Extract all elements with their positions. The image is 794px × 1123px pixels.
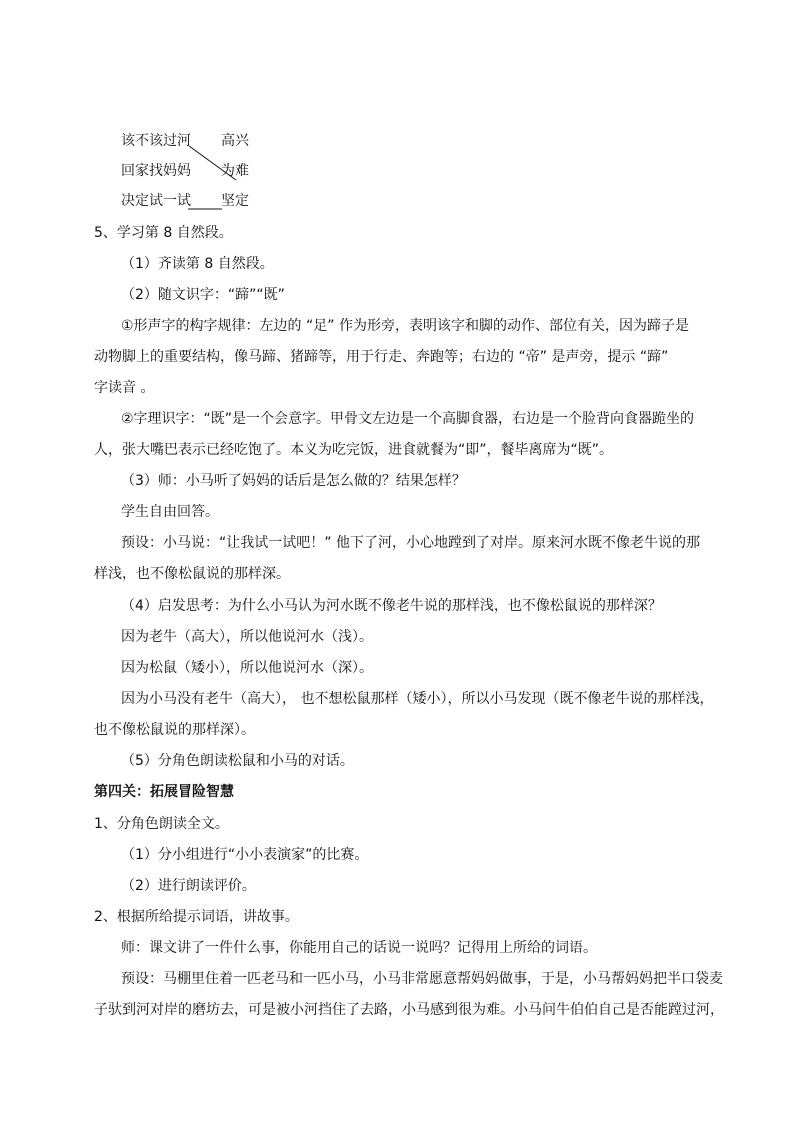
paragraph-line: ②字理识字：“既”是一个会意字。甲骨文左边是一个高脚食器，右边是一个脸背向食器跪坐的	[121, 411, 695, 427]
sub-step: （4）启发思考：为什么小马认为河水既不像老牛说的那样浅，也不像松鼠说的那样深？	[121, 598, 662, 614]
section-step: 1、分角色朗读全文。	[94, 816, 229, 832]
paragraph-line: 动物脚上的重要结构，像马蹄、猪蹄等，用于行走、奔跑等；右边的 “帝” 是声旁，提示 “蹄”	[94, 349, 669, 365]
match-right-item: 高兴	[221, 133, 249, 149]
paragraph-line: 人，张大嘴巴表示已经吃饱了。本义为吃完饭，进食就餐为“即”，餐毕离席为“既”。	[94, 442, 614, 458]
sub-step: （1）分小组进行“小小表演家”的比赛。	[121, 847, 369, 863]
paragraph-line: ①形声字的构字规律：左边的 “足” 作为形旁，表明该字和脚的动作、部位有关，因为蹄子是	[121, 318, 689, 334]
match-right-item: 坚定	[221, 193, 249, 209]
sub-step: （5）分角色朗读松鼠和小马的对话。	[121, 753, 354, 769]
match-right-item: 为难	[221, 163, 249, 179]
paragraph-line: 师：课文讲了一件什么事，你能用自己的话说一说吗？记得用上所给的词语。	[121, 940, 597, 956]
paragraph-line: 学生自由回答。	[121, 504, 219, 520]
section-heading: 第四关：拓展冒险智慧	[94, 784, 234, 800]
sub-step: （3）师：小马听了妈妈的话后是怎么做的？结果怎样？	[121, 473, 466, 489]
paragraph-line: 子驮到河对岸的磨坊去，可是被小河挡住了去路，小马感到很为难。小马问牛伯伯自己是否能蹚过河，	[94, 1002, 724, 1018]
section-step: 2、根据所给提示词语，讲故事。	[94, 909, 299, 925]
paragraph-line: 也不像松鼠说的那样深）。	[94, 722, 255, 738]
paragraph-line: 预设：小马说：“让我试一试吧！” 他下了河，小心地蹚到了对岸。原来河水既不像老牛说的那	[121, 535, 700, 551]
sub-step: （2）随文识字：“蹄”“既”	[121, 287, 285, 303]
match-left-item: 回家找妈妈	[121, 163, 191, 179]
paragraph-line: 因为松鼠（矮小），所以他说河水（深）。	[121, 660, 373, 676]
paragraph-line: 因为老牛（高大），所以他说河水（浅）。	[121, 629, 373, 645]
paragraph-line: 预设：马棚里住着一匹老马和一匹小马，小马非常愿意帮妈妈做事，于是，小马帮妈妈把半口袋麦	[121, 971, 723, 987]
match-left-item: 决定试一试	[121, 193, 191, 209]
section-step: 5、学习第 8 自然段。	[94, 225, 233, 241]
paragraph-line: 字读音 。	[94, 380, 155, 396]
paragraph-line: 因为小马没有老牛（高大）， 也不想松鼠那样（矮小），所以小马发现（既不像老牛说的那样浅，	[121, 691, 714, 707]
matching-lines	[0, 0, 794, 260]
sub-step: （2）进行朗读评价。	[121, 878, 256, 894]
sub-step: （1）齐读第 8 自然段。	[121, 256, 274, 272]
paragraph-line: 样浅，也不像松鼠说的那样深。	[94, 566, 290, 582]
match-left-item: 该不该过河	[121, 133, 191, 149]
match-connector-line	[189, 146, 236, 180]
